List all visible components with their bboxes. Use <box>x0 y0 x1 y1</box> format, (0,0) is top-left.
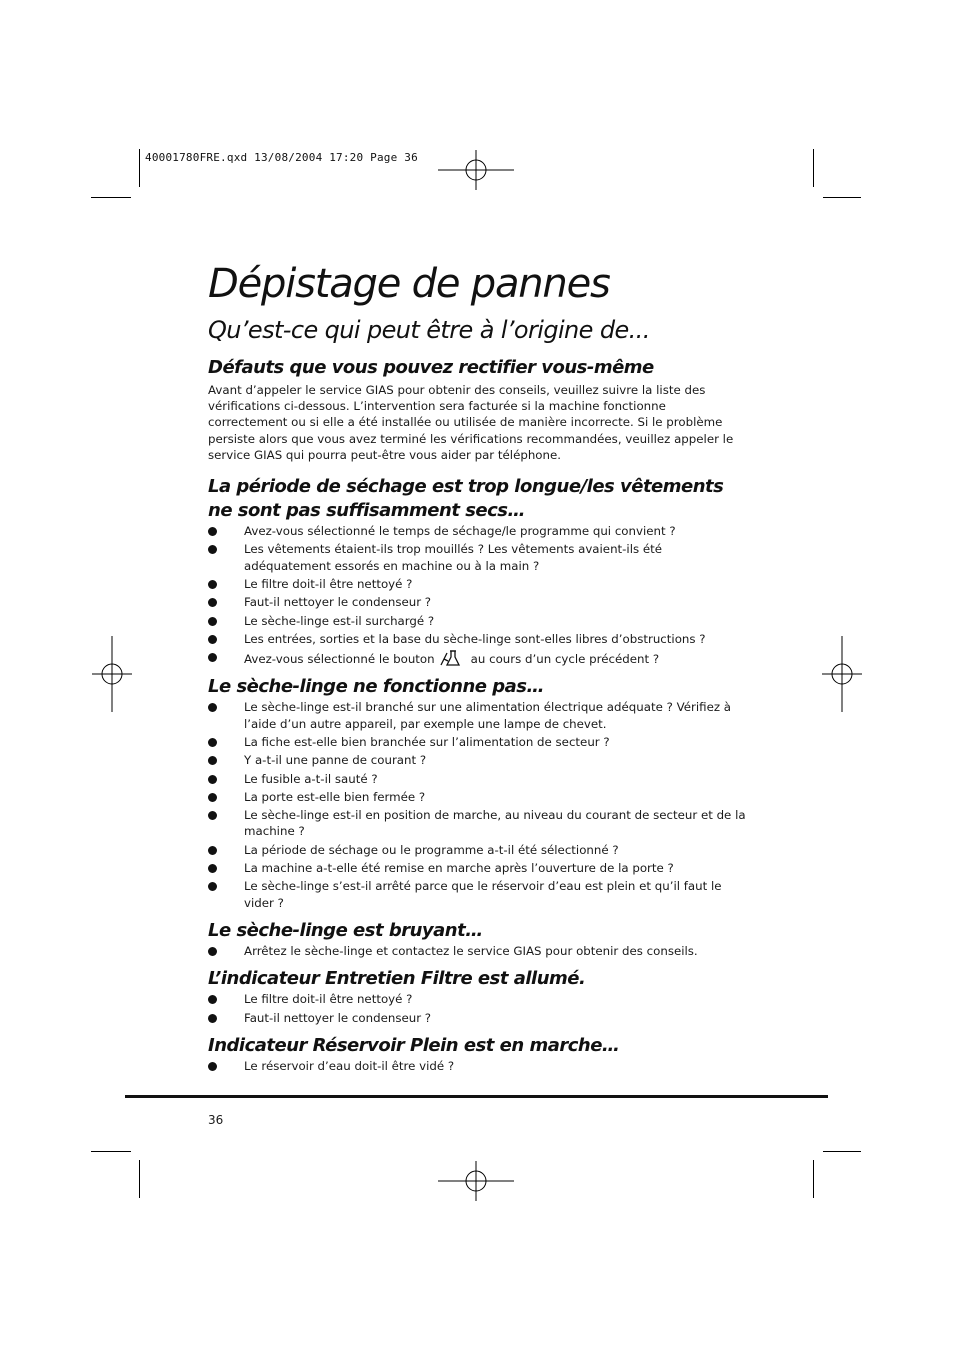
section-tank-full-indicator <box>208 1034 748 1074</box>
bullet-icon <box>208 527 217 536</box>
bullet-icon <box>208 653 217 662</box>
bullet-icon <box>208 703 217 712</box>
crop-mark <box>91 1151 131 1152</box>
section-heading: Défauts que vous pouvez rectifier vous-même <box>208 357 654 378</box>
page-number: 36 <box>208 1113 224 1127</box>
intro-paragraph: Avant d’appeler le service GIAS pour obtenir des conseils, veuillez suivre la liste des vérifications ci-dessous. L’intervention sera facturée si la machine fonctionne correctement ou si elle a été installée ou utilisée de manière incorrecte. Si le problème persiste alors que vous avez terminé les vérifications recommandées, veuillez appeler le service GIAS qui pourra peut-être vous aider par téléphone. <box>208 383 734 462</box>
list-item: La machine a-t-elle été remise en marche après l’ouverture de la porte ? <box>208 860 748 876</box>
list-item: Le sèche-linge s’est-il arrêté parce que le réservoir d’eau est plein et qu’il faut le vider ? <box>208 878 748 911</box>
bullet-icon <box>208 756 217 765</box>
crop-mark <box>823 197 861 198</box>
bullet-icon <box>208 995 217 1004</box>
bullet-icon <box>208 882 217 891</box>
list-item: Le fusible a-t-il sauté ? <box>208 771 748 787</box>
list-item: Le sèche-linge est-il branché sur une alimentation électrique adéquate ? Vérifiez à l’aide d’un autre appareil, par exemple une lampe de chevet. <box>208 699 748 732</box>
list-item: Le sèche-linge est-il surchargé ? <box>208 613 748 629</box>
registration-mark-icon <box>438 150 514 190</box>
bullet-list <box>208 991 748 1026</box>
bullet-icon <box>208 617 217 626</box>
list-item: La fiche est-elle bien branchée sur l’alimentation de secteur ? <box>208 734 748 750</box>
bullet-list <box>208 699 748 911</box>
bullet-icon <box>208 947 217 956</box>
crop-mark <box>823 1151 861 1152</box>
crop-mark <box>139 1160 140 1198</box>
list-item: Arrêtez le sèche-linge et contactez le service GIAS pour obtenir des conseils. <box>208 943 748 959</box>
bullet-icon <box>208 864 217 873</box>
list-item: La porte est-elle bien fermée ? <box>208 789 748 805</box>
section-heading: Indicateur Réservoir Plein est en marche… <box>208 1034 620 1056</box>
crop-mark <box>139 149 140 187</box>
section-noisy <box>208 919 748 959</box>
bullet-icon <box>208 545 217 554</box>
bullet-icon <box>208 1062 217 1071</box>
crop-mark <box>813 1160 814 1198</box>
page-subtitle: Qu’est-ce qui peut être à l’origine de... <box>208 316 650 344</box>
list-item: Avez-vous sélectionné le bouton au cours d’un cycle précédent ? <box>208 649 748 667</box>
list-item: Faut-il nettoyer le condenseur ? <box>208 1010 748 1026</box>
delicate-fabric-flask-icon <box>439 649 465 667</box>
list-item: Le réservoir d’eau doit-il être vidé ? <box>208 1058 748 1074</box>
crop-mark <box>813 149 814 187</box>
bullet-list <box>208 943 748 959</box>
list-item: Le filtre doit-il être nettoyé ? <box>208 991 748 1007</box>
footer-rule <box>125 1095 828 1098</box>
list-item: Les entrées, sorties et la base du sèche-linge sont-elles libres d’obstructions ? <box>208 631 748 647</box>
list-item: Le filtre doit-il être nettoyé ? <box>208 576 748 592</box>
list-item: Les vêtements étaient-ils trop mouillés ? Les vêtements avaient-ils été adéquatement essorés en machine ou à la main ? <box>208 541 748 574</box>
bullet-list <box>208 523 748 667</box>
section-filter-indicator <box>208 967 748 1026</box>
section-heading: La période de séchage est trop longue/les vêtements ne sont pas suffisamment secs… <box>208 476 724 522</box>
registration-mark-icon <box>438 1161 514 1201</box>
registration-mark-icon <box>92 636 132 712</box>
intro-section <box>208 356 748 463</box>
list-item: Y a-t-il une panne de courant ? <box>208 752 748 768</box>
bullet-icon <box>208 811 217 820</box>
bullet-icon <box>208 580 217 589</box>
registration-mark-icon <box>822 636 862 712</box>
list-item: Faut-il nettoyer le condenseur ? <box>208 594 748 610</box>
bullet-icon <box>208 635 217 644</box>
list-item: Le sèche-linge est-il en position de marche, au niveau du courant de secteur et de la machine ? <box>208 807 748 840</box>
bullet-icon <box>208 738 217 747</box>
section-not-working <box>208 675 748 911</box>
list-item: La période de séchage ou le programme a-t-il été sélectionné ? <box>208 842 748 858</box>
section-heading: Le sèche-linge est bruyant… <box>208 919 483 941</box>
bullet-list <box>208 1058 748 1074</box>
page-content <box>208 258 748 1076</box>
section-drying-too-long <box>208 475 748 667</box>
bullet-icon <box>208 775 217 784</box>
crop-mark <box>91 197 131 198</box>
bullet-icon <box>208 846 217 855</box>
section-heading: L’indicateur Entretien Filtre est allumé. <box>208 968 586 990</box>
bullet-icon <box>208 793 217 802</box>
list-item: Avez-vous sélectionné le temps de séchage/le programme qui convient ? <box>208 523 748 539</box>
bullet-icon <box>208 1014 217 1023</box>
print-slug: 40001780FRE.qxd 13/08/2004 17:20 Page 36 <box>145 151 418 164</box>
bullet-icon <box>208 598 217 607</box>
section-heading: Le sèche-linge ne fonctionne pas… <box>208 676 545 698</box>
page-title: Dépistage de pannes <box>208 261 610 307</box>
